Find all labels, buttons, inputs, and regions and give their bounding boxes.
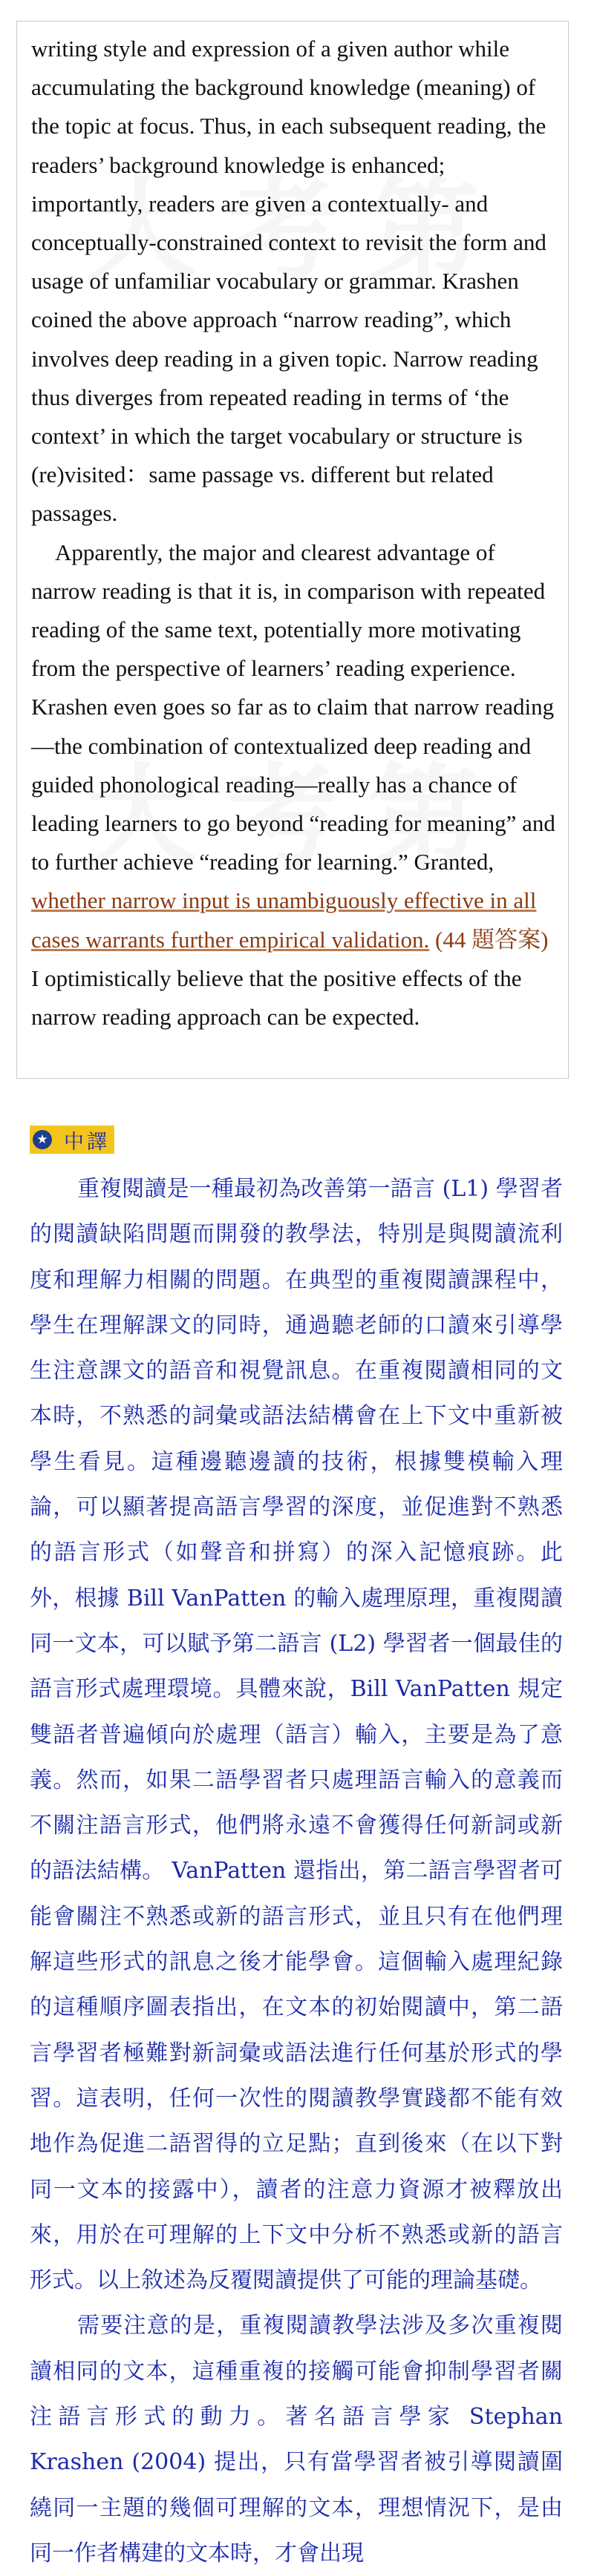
translation-paragraph: 需要注意的是，重複閱讀教學法涉及多次重複閱讀相同的文本，這種重複的接觸可能會抑制學習者關注語言形式的動力。著名語言學家 Stephan Krashen (2004) 提出，只有當學習者被引導閱讀圍繞同一主題的幾個可理解的文本，理想情況下，是由同一作者構建的文本時，才會出現 (30, 2313, 563, 2566)
chinese-translation (30, 1166, 563, 2576)
english-paragraph (31, 533, 560, 1037)
translation-heading (30, 1126, 114, 1154)
answer-reference: (44 題答案) (435, 926, 549, 953)
answer-highlight: whether narrow input is unambiguously effective in all cases warrants further empirical validation. (31, 887, 537, 953)
english-passage (31, 30, 560, 1036)
translation-heading-label: 中譯 (64, 1130, 110, 1154)
paragraph-text: I optimistically believe that the positive effects of the narrow reading approach can be expected. (31, 965, 522, 1031)
translation-paragraph: 重複閱讀是一種最初為改善第一語言 (L1) 學習者的閱讀缺陷問題而開發的教學法，特別是與閱讀流利度和理解力相關的問題。在典型的重複閱讀課程中，學生在理解課文的同時，通過聽老師的口讀來引導學生注意課文的語音和視覺訊息。在重複閱讀相同的文本時，不熟悉的詞彙或語法結構會在上下文中重新被學生看見。這種邊聽邊讀的技術，根據雙模輸入理論，可以顯著提高語言學習的深度，並促進對不熟悉的語言形式（如聲音和拼寫）的深入記憶痕跡。此外，根據 Bill VanPatten 的輸入處理原理，重複閱讀同一文本，可以賦予第二語言 (L2) 學習者一個最佳的語言形式處理環境。具體來說，Bill VanPatten 規定雙語者普遍傾向於處理（語言）輸入，主要是為了意義。然而，如果二語學習者只處理語言輸入的意義而不關注語言形式，他們將永遠不會獲得任何新詞或新的語法結構。 VanPatten 還指出，第二語言學習者可能會關注不熟悉或新的語言形式，並且只有在他們理解這些形式的訊息之後才能學會。這個輸入處理紀錄的這種順序圖表指出，在文本的初始閱讀中，第二語言學習者極難對新詞彙或語法進行任何基於形式的學習。這表明，任何一次性的閱讀教學實踐都不能有效地作為促進二語習得的立足點；直到後來（在以下對同一文本的接露中），讀者的注意力資源才被釋放出來，用於在可理解的上下文中分析不熟悉或新的語言形式。以上敘述為反覆閱讀提供了可能的理論基礎。 (30, 1176, 563, 2294)
english-paragraph: writing style and expression of a given author while accumulating the background knowledge (meaning) of the topic at focus. Thus, in each subsequent reading, the readers’ background knowledge is enhanced; importantly, readers are given a contextually- and conceptually-constrained context to revisit the form and usage of unfamiliar vocabulary or grammar. Krashen coined the above approach “narrow reading”, which involves deep reading in a given topic. Narrow reading thus diverges from repeated reading in terms of ‘the context’ in which the target vocabulary or structure is (re)visited：same passage vs. different but related passages. (31, 36, 546, 527)
paragraph-text: Apparently, the major and clearest advantage of narrow reading is that it is, in comparison with repeated reading of the same text, potentially more motivating from the perspective of learners’ reading experience. Krashen even goes so far as to claim that narrow reading—the combination of contextualized deep reading and guided phonological reading—really has a chance of leading learners to go beyond “reading for meaning” and to further achieve “reading for learning.” Granted, (31, 539, 555, 875)
star-circle-icon: ★ (33, 1130, 52, 1149)
